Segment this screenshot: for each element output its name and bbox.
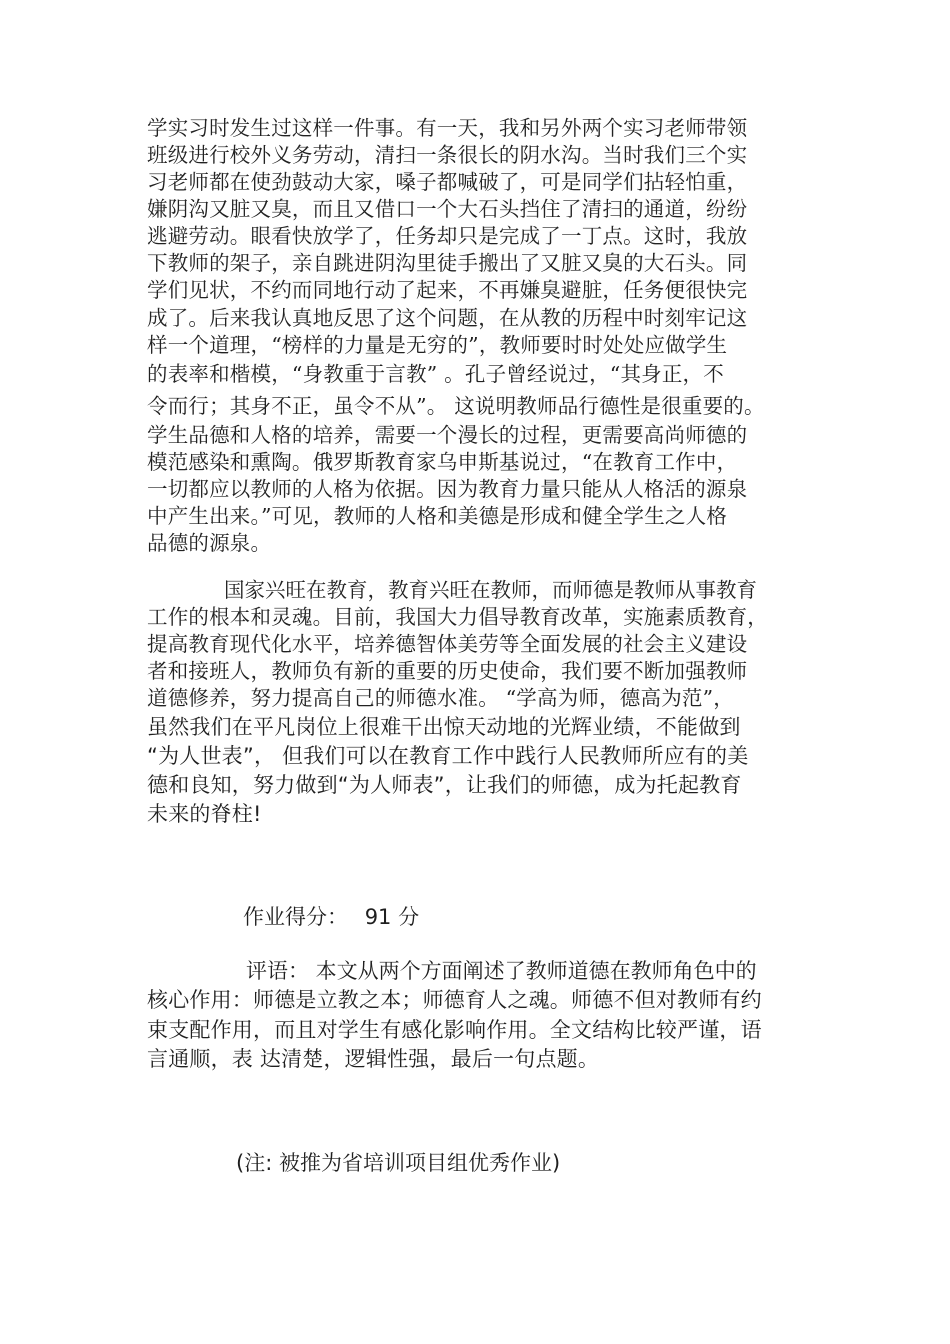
text-line: 逃避劳动。眼看快放学了，任务却只是完成了一丁点。这时，我放: [147, 224, 748, 248]
text-line: 习老师都在使劲鼓动大家，嗓子都喊破了，可是同学们拈轻怕重，: [147, 170, 748, 194]
text-line: 德和良知，努力做到“为人师表”，让我们的师德，成为托起教育: [147, 773, 742, 797]
text-line: 嫌阴沟又脏又臭，而且又借口一个大石头挡住了清扫的通道，纷纷: [147, 197, 748, 221]
text-line: 下教师的架子，亲自跳进阴沟里徒手搬出了又脏又臭的大石头。同: [147, 251, 748, 275]
text-line: 工作的根本和灵魂。目前，我国大力倡导教育改革，实施素质教育，: [147, 605, 768, 629]
text-line: 学们见状，不约而同地行动了起来，不再嫌臭避脏，任务便很快完: [147, 278, 748, 302]
text-line: 中产生出来。”可见，教师的人格和美德是形成和健全学生之人格: [147, 504, 728, 528]
text-line: “为人世表”， 但我们可以在教育工作中践行人民教师所应有的美: [147, 744, 749, 768]
score-label: 作业得分：: [243, 905, 348, 929]
score-row: [243, 907, 419, 928]
text-line: 成了。后来我认真地反思了这个问题，在从教的历程中时刻牢记这: [147, 306, 748, 330]
text-line: 模范感染和熏陶。俄罗斯教育家乌申斯基说过，“在教育工作中，: [147, 450, 738, 474]
comment-line: 核心作用：师德是立教之本；师德育人之魂。师德不但对教师有约: [147, 988, 762, 1012]
text-line: 一切都应以教师的人格为依据。因为教育力量只能从人格活的源泉: [147, 477, 748, 501]
text-line: 的表率和楷模，“身教重于言教” 。孔子曾经说过，“其身正，不: [147, 362, 724, 386]
text-line: 学生品德和人格的培养，需要一个漫长的过程，更需要高尚师德的: [147, 423, 748, 447]
score-value: 91 分: [364, 905, 420, 929]
text-line: 令而行；其身不正，虽令不从”。 这说明教师品行德性是很重要的。: [147, 394, 765, 418]
text-line: 班级进行校外义务劳动，清扫一条很长的阴水沟。当时我们三个实: [147, 143, 748, 167]
comment-line: 评语： 本文从两个方面阐述了教师道德在教师角色中的: [246, 959, 757, 983]
comment-line: 言通顺，表 达清楚，逻辑性强，最后一句点题。: [147, 1047, 600, 1071]
text-line: 提高教育现代化水平，培养德智体美劳等全面发展的社会主义建设: [147, 632, 748, 656]
text-line: 者和接班人，教师负有新的重要的历史使命，我们要不断加强教师: [147, 659, 748, 683]
text-line: 国家兴旺在教育，教育兴旺在教师，而师德是教师从事教育: [224, 578, 757, 602]
text-line: 道德修养，努力提高自己的师德水准。 “学高为师，德高为范”，: [147, 686, 734, 710]
note-text: (注: 被推为省培训项目组优秀作业): [236, 1151, 561, 1175]
text-line: 未来的脊柱!: [147, 802, 262, 826]
text-line: 学实习时发生过这样一件事。有一天，我和另外两个实习老师带领: [147, 116, 748, 140]
comment-line: 束支配作用，而且对学生有感化影响作用。全文结构比较严谨，语: [147, 1018, 762, 1042]
text-line: 品德的源泉。: [147, 531, 272, 555]
text-line: 虽然我们在平凡岗位上很难干出惊天动地的光辉业绩，不能做到: [147, 715, 741, 739]
text-line: 样一个道理，“榜样的力量是无穷的”，教师要时时处处应做学生: [147, 333, 728, 357]
